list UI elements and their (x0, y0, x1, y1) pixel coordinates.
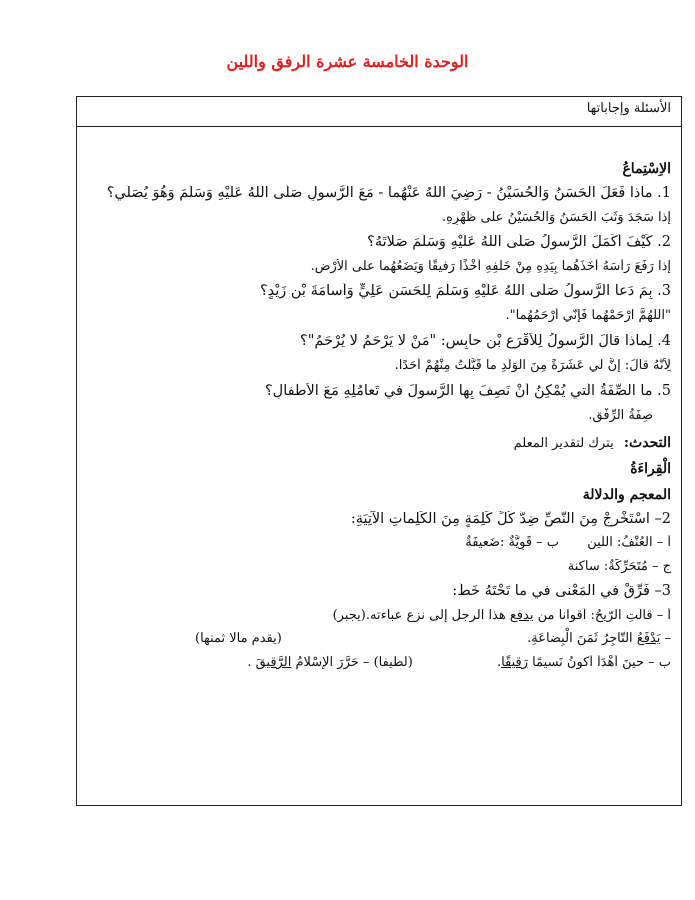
answer-1: إذا سَجَدَ وَثَبَ الحَسَنُ وَالْحُسَيْنُ على ظَهْرِهِ. (441, 210, 671, 225)
exercise-3-b-prefix: – (660, 631, 671, 646)
exercise-3-a (85, 608, 671, 623)
speaking-label: التحدث: (623, 435, 671, 451)
questions-table (76, 96, 682, 806)
question-1: 1. ماذا فَعَلَ الحَسَنُ وَالْحُسَيْنُ - رَضِيَ اللهُ عَنْهُما - مَعَ الرَّسولِ صَلّى اللهُ عَلَيْهِ وَسَلَّمَ وَهُوَ يُصَلّي؟ (106, 185, 671, 201)
exercise-3-d-prefix: – حَرَّرَ الْإِسْلامُ (291, 655, 370, 670)
exercise-2-b: ب – قَوِيَّةٌ :ضَعيفَةٌ (465, 535, 560, 550)
exercise-3-b-sentence (527, 631, 671, 646)
exercise-3-c-suffix: . (496, 655, 502, 670)
exercise-3-b-meaning: (يقدم مالا ثمنها) (195, 631, 282, 646)
exercise-3-b (85, 631, 671, 646)
speaking-text: يترك لتقدير المعلم (513, 436, 614, 451)
exercise-3-question: 3– فَرِّقْ في الْمَعْنى في ما تَحْتَهُ خَطٌّ: (452, 583, 671, 599)
exercise-2-a: أ – الْعُنْفُ: اللّين (587, 535, 671, 550)
question-4: 4. لِماذا قالَ الرَّسولُ لِلْأَقْرَعِ بْنِ حابِسٍ: "مَنْ لا يَرْحَمُ لا يُرْحَمُ"؟ (300, 333, 671, 349)
listening-heading: الاِسْتِماعُ (622, 161, 671, 177)
table-header: الأسئلة وإجاباتها (77, 97, 681, 127)
answer-2: إذا رَفَعَ رَأْسَهُ أَخَذَهُما بِيَدِهِ مِنْ خَلْفِهِ أَخْذًا رَفيقًا وَيَضَعُهُما على الْأَرْضِ. (310, 259, 671, 274)
exercise-2-c: ج – مُتَحَرِّكَةٌ: ساكنة (567, 559, 671, 574)
question-5: 5. ما الصِّفَةُ الَّتي يُمْكِنُ أَنْ نَصِفَ بِها الرَّسولَ في تَعامُلِهِ مَعَ الْأَطْفالِ؟ (264, 383, 671, 399)
exercise-3-c-meaning: (لطيفا) (373, 655, 413, 670)
reading-heading: الْقِراءَةُ (630, 461, 671, 477)
underlined-word: الرَّقيقَ (255, 655, 292, 670)
answer-3: "اللَّهُمَّ ارْحَمْهُما فَإِنّي أَرْحَمُهُما". (505, 308, 671, 323)
exercise-2-question: 2– اسْتَخْرِجْ مِنَ النَّصِّ ضِدَّ كُلِّ كَلِمَةٍ مِنَ الْكَلِماتِ الْآتِيَةِ: (350, 511, 671, 527)
underlined-word: يدفع (509, 608, 534, 623)
exercise-2-ab (85, 535, 671, 550)
speaking-row (85, 435, 671, 451)
question-2: 2. كَيْفَ أَكْمَلَ الرَّسولُ صَلّى اللهُ عَلَيْهِ وَسَلَّمَ صَلاتَهُ؟ (367, 234, 671, 250)
underlined-word: رَقيقًا (501, 655, 529, 670)
exercise-3-a-prefix: أ – قالَتِ الرّيحُ: أقوانا من (533, 608, 671, 623)
lexicon-heading: المعجم والدلالة (582, 487, 671, 503)
exercise-3-a-suffix: هذا الرجل إلى نزع عباءته.(يجبر) (332, 608, 510, 623)
exercise-3-d-suffix: . (247, 655, 256, 670)
underlined-word: يَدْفَعُ (636, 631, 661, 646)
question-3: 3. بِمَ دَعا الرَّسولُ صَلّى اللهُ عَلَيْهِ وَسَلَّمَ لِلْحَسَنِ عَلِيٍّ وَأُسامَةَ بْنِ زَيْدٍ؟ (259, 283, 671, 299)
exercise-3-c (85, 655, 671, 670)
answer-5: صِفَةُ الرِّفْقِ. (588, 408, 653, 423)
exercise-3-c-prefix: ب – حينَ أَهْدَأُ أَكونُ نَسيمًا (528, 655, 671, 670)
answer-4: لِأَنَّهُ قالَ: إِنَّ لي عَشَرَةً مِنَ الْوَلَدِ ما قَبَّلْتُ مِنْهُمْ أَحَدًا. (394, 358, 671, 373)
page-title: الوحدة الخامسة عشرة الرفق واللين (226, 52, 469, 71)
table-content (77, 161, 681, 670)
exercise-3-b-suffix: التّاجِرُ ثَمَنَ الْبِضاعَةِ. (527, 631, 637, 646)
